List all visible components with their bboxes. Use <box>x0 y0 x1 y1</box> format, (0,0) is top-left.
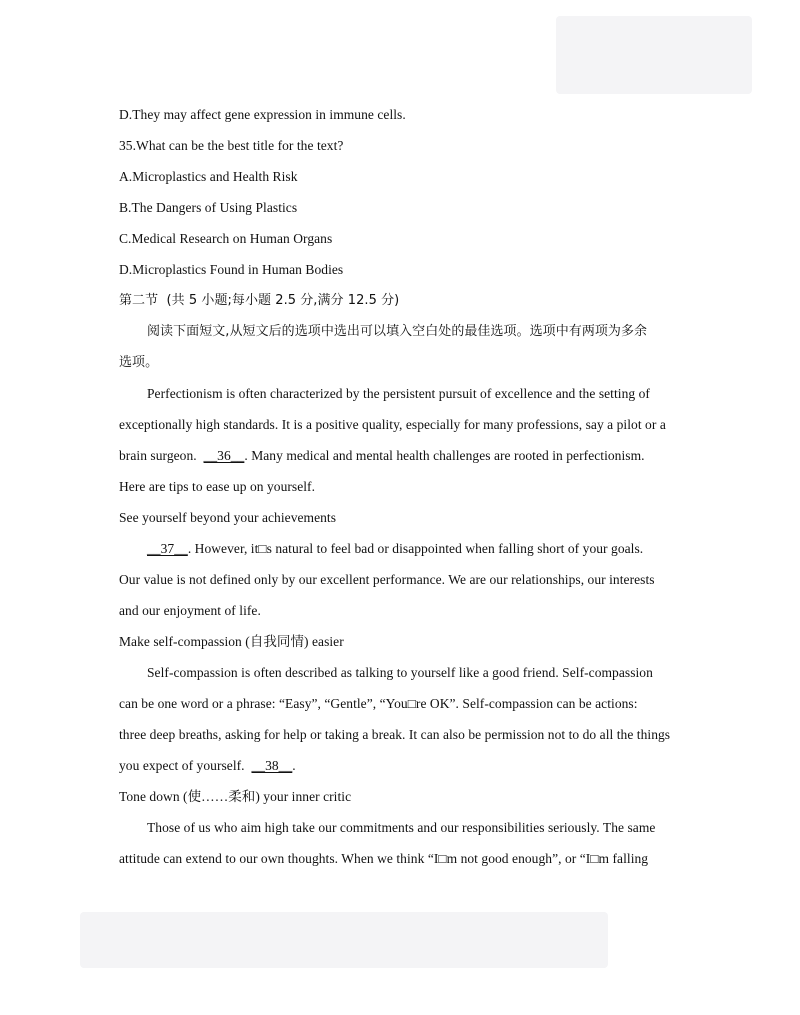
subheading-achievements: See yourself beyond your achievements <box>119 510 337 525</box>
passage-p4-line1: Those of us who aim high take our commitments and our responsibilities seriously. The same <box>147 820 656 835</box>
passage-p1-line4: Here are tips to ease up on yourself. <box>119 479 316 494</box>
passage-p1-line3 <box>119 447 645 465</box>
passage-text: you expect of yourself. <box>119 758 245 773</box>
subheading-inner-critic: Tone down (使……柔和) your inner critic <box>119 789 352 804</box>
watermark-top-right <box>556 16 752 94</box>
watermark-bottom <box>80 912 608 968</box>
passage-p3-line2: can be one word or a phrase: “Easy”, “Gentle”, “You□re OK”. Self-compassion can be actions: <box>119 696 638 711</box>
q35-option-d: D.Microplastics Found in Human Bodies <box>119 262 344 277</box>
q35-stem: 35.What can be the best title for the text? <box>119 138 344 153</box>
subheading-self-compassion: Make self-compassion (自我同情) easier <box>119 634 344 649</box>
passage-p1-line2: exceptionally high standards. It is a positive quality, especially for many professions, say a pilot or a <box>119 417 666 432</box>
passage-p2-line3: and our enjoyment of life. <box>119 603 261 618</box>
q35-option-c: C.Medical Research on Human Organs <box>119 231 333 246</box>
passage-p3-line4 <box>119 757 296 775</box>
section2-instructions-cont: 选项。 <box>119 355 159 370</box>
blank-38: __38__ <box>251 758 293 773</box>
passage-p4-line2: attitude can extend to our own thoughts. When we think “I□m not good enough”, or “I□m falling <box>119 851 649 866</box>
passage-p3-line3: three deep breaths, asking for help or taking a break. It can also be permission not to do all the things <box>119 727 671 742</box>
q34-option-d: D.They may affect gene expression in immune cells. <box>119 107 406 122</box>
passage-text: brain surgeon. <box>119 448 197 463</box>
section2-title: 第二节 <box>119 293 159 308</box>
section2-scoring-note: (共 5 小题;每小题 2.5 分,满分 12.5 分) <box>166 293 400 308</box>
section2-instructions: 阅读下面短文,从短文后的选项中选出可以填入空白处的最佳选项。选项中有两项为多余 <box>147 324 648 339</box>
q35-option-a: A.Microplastics and Health Risk <box>119 169 298 184</box>
passage-text: . However, it□s natural to feel bad or disappointed when falling short of your goals. <box>187 541 644 556</box>
section2-heading <box>119 292 399 310</box>
passage-text: . <box>292 758 296 773</box>
passage-p2-line1 <box>147 540 643 558</box>
passage-p1-line1: Perfectionism is often characterized by the persistent pursuit of excellence and the setting of <box>147 386 650 401</box>
passage-text: . Many medical and mental health challenges are rooted in perfectionism. <box>244 448 645 463</box>
q35-option-b: B.The Dangers of Using Plastics <box>119 200 298 215</box>
blank-36: __36__ <box>203 448 245 463</box>
blank-37: __37__ <box>147 541 188 556</box>
passage-p2-line2: Our value is not defined only by our excellent performance. We are our relationships, our interests <box>119 572 655 587</box>
passage-p3-line1: Self-compassion is often described as talking to yourself like a good friend. Self-compassion <box>147 665 653 680</box>
